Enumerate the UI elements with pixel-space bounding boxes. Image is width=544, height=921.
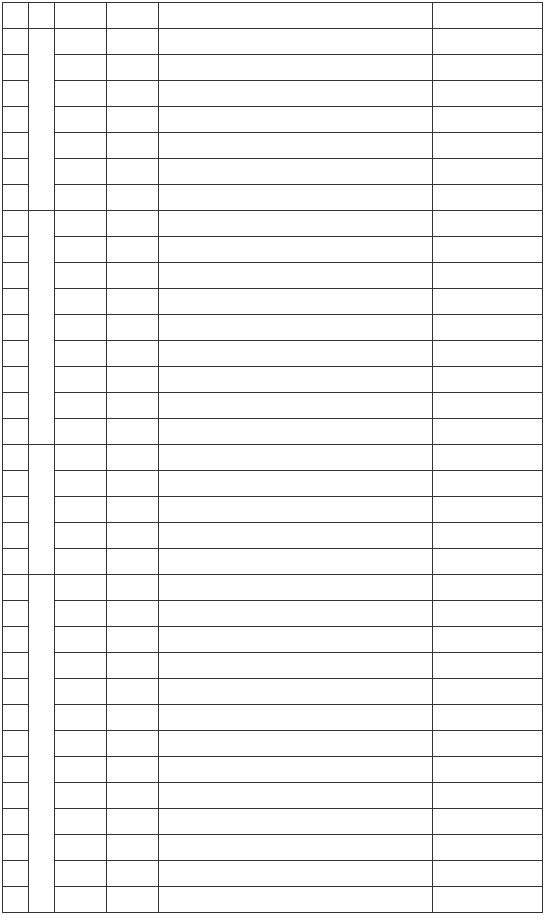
row-seq [3, 185, 29, 211]
row-applicant [107, 445, 159, 471]
row-project-code [433, 653, 543, 679]
table-row [3, 341, 543, 367]
row-department [55, 133, 107, 159]
table-row [3, 549, 543, 575]
row-seq [3, 55, 29, 81]
table-row [3, 601, 543, 627]
row-seq [3, 133, 29, 159]
row-department [55, 887, 107, 913]
row-applicant [107, 185, 159, 211]
row-project-code [433, 575, 543, 601]
row-department [55, 263, 107, 289]
project-list-table [2, 2, 543, 913]
row-applicant [107, 289, 159, 315]
row-department [55, 81, 107, 107]
row-department [55, 185, 107, 211]
row-project-code [433, 107, 543, 133]
row-department [55, 627, 107, 653]
row-project-name [159, 289, 433, 315]
row-project-name [159, 185, 433, 211]
row-applicant [107, 341, 159, 367]
table-row [3, 809, 543, 835]
row-project-code [433, 315, 543, 341]
row-seq [3, 445, 29, 471]
table-row [3, 497, 543, 523]
row-applicant [107, 627, 159, 653]
table-row [3, 627, 543, 653]
row-applicant [107, 575, 159, 601]
row-project-code [433, 263, 543, 289]
table-row [3, 159, 543, 185]
header-project-code [433, 3, 543, 29]
row-project-name [159, 367, 433, 393]
row-project-name [159, 471, 433, 497]
row-project-code [433, 55, 543, 81]
row-project-name [159, 653, 433, 679]
row-seq [3, 731, 29, 757]
category-cell [29, 575, 55, 913]
table-row [3, 835, 543, 861]
row-project-code [433, 29, 543, 55]
row-project-code [433, 497, 543, 523]
row-project-name [159, 81, 433, 107]
row-applicant [107, 237, 159, 263]
row-project-code [433, 289, 543, 315]
row-department [55, 419, 107, 445]
row-seq [3, 419, 29, 445]
table-row [3, 887, 543, 913]
table-row [3, 523, 543, 549]
row-project-code [433, 133, 543, 159]
row-project-name [159, 835, 433, 861]
row-department [55, 471, 107, 497]
row-department [55, 445, 107, 471]
row-department [55, 523, 107, 549]
row-department [55, 731, 107, 757]
table-row [3, 783, 543, 809]
row-department [55, 705, 107, 731]
row-department [55, 679, 107, 705]
row-project-code [433, 471, 543, 497]
table-row [3, 107, 543, 133]
row-seq [3, 601, 29, 627]
table-row [3, 445, 543, 471]
row-seq [3, 523, 29, 549]
row-applicant [107, 211, 159, 237]
row-project-code [433, 237, 543, 263]
row-seq [3, 211, 29, 237]
header-applicant [107, 3, 159, 29]
table-row [3, 133, 543, 159]
table-row [3, 731, 543, 757]
table-row [3, 29, 543, 55]
row-seq [3, 679, 29, 705]
row-seq [3, 367, 29, 393]
row-project-code [433, 549, 543, 575]
row-project-code [433, 835, 543, 861]
row-department [55, 497, 107, 523]
row-department [55, 29, 107, 55]
row-project-name [159, 445, 433, 471]
row-applicant [107, 497, 159, 523]
category-cell [29, 445, 55, 575]
row-applicant [107, 809, 159, 835]
row-project-code [433, 679, 543, 705]
row-seq [3, 471, 29, 497]
row-department [55, 341, 107, 367]
row-seq [3, 315, 29, 341]
table-row [3, 419, 543, 445]
row-applicant [107, 29, 159, 55]
row-project-code [433, 627, 543, 653]
row-project-code [433, 887, 543, 913]
row-project-code [433, 523, 543, 549]
table-row [3, 705, 543, 731]
row-project-code [433, 393, 543, 419]
header-row [3, 3, 543, 29]
row-seq [3, 809, 29, 835]
table-row [3, 81, 543, 107]
row-department [55, 107, 107, 133]
row-applicant [107, 705, 159, 731]
row-applicant [107, 81, 159, 107]
row-project-name [159, 601, 433, 627]
row-project-name [159, 497, 433, 523]
row-applicant [107, 263, 159, 289]
row-department [55, 211, 107, 237]
row-department [55, 653, 107, 679]
row-seq [3, 887, 29, 913]
row-department [55, 809, 107, 835]
table-row [3, 653, 543, 679]
row-seq [3, 627, 29, 653]
row-project-name [159, 523, 433, 549]
row-project-code [433, 159, 543, 185]
row-applicant [107, 861, 159, 887]
row-seq [3, 835, 29, 861]
row-department [55, 861, 107, 887]
row-department [55, 367, 107, 393]
row-project-code [433, 601, 543, 627]
table-row [3, 289, 543, 315]
row-seq [3, 393, 29, 419]
row-project-code [433, 445, 543, 471]
row-department [55, 159, 107, 185]
table-row [3, 211, 543, 237]
row-applicant [107, 471, 159, 497]
row-project-code [433, 861, 543, 887]
table-body [3, 29, 543, 913]
row-seq [3, 783, 29, 809]
row-seq [3, 575, 29, 601]
row-project-code [433, 757, 543, 783]
table-row [3, 471, 543, 497]
row-department [55, 757, 107, 783]
row-department [55, 601, 107, 627]
table-row [3, 237, 543, 263]
row-seq [3, 705, 29, 731]
row-project-name [159, 627, 433, 653]
row-seq [3, 237, 29, 263]
row-project-code [433, 419, 543, 445]
table-row [3, 367, 543, 393]
row-department [55, 549, 107, 575]
row-project-name [159, 237, 433, 263]
row-project-name [159, 341, 433, 367]
row-project-name [159, 419, 433, 445]
header-department [55, 3, 107, 29]
table-row [3, 757, 543, 783]
row-department [55, 315, 107, 341]
row-seq [3, 29, 29, 55]
row-applicant [107, 835, 159, 861]
row-applicant [107, 133, 159, 159]
row-department [55, 783, 107, 809]
row-department [55, 835, 107, 861]
row-project-name [159, 887, 433, 913]
row-applicant [107, 549, 159, 575]
row-department [55, 289, 107, 315]
row-project-name [159, 133, 433, 159]
row-project-code [433, 705, 543, 731]
row-project-name [159, 549, 433, 575]
row-project-name [159, 731, 433, 757]
row-applicant [107, 783, 159, 809]
category-cell [29, 211, 55, 445]
row-seq [3, 289, 29, 315]
row-project-name [159, 757, 433, 783]
row-project-name [159, 705, 433, 731]
row-project-code [433, 731, 543, 757]
row-applicant [107, 315, 159, 341]
row-seq [3, 757, 29, 783]
row-project-name [159, 809, 433, 835]
row-applicant [107, 419, 159, 445]
row-applicant [107, 55, 159, 81]
row-project-name [159, 29, 433, 55]
row-project-name [159, 211, 433, 237]
header-project-name [159, 3, 433, 29]
table-row [3, 185, 543, 211]
row-applicant [107, 523, 159, 549]
row-seq [3, 653, 29, 679]
row-seq [3, 81, 29, 107]
row-seq [3, 107, 29, 133]
row-department [55, 55, 107, 81]
table-row [3, 263, 543, 289]
table-row [3, 861, 543, 887]
row-applicant [107, 679, 159, 705]
row-project-name [159, 575, 433, 601]
row-applicant [107, 107, 159, 133]
row-project-code [433, 211, 543, 237]
table-row [3, 393, 543, 419]
row-applicant [107, 653, 159, 679]
row-applicant [107, 393, 159, 419]
row-project-code [433, 185, 543, 211]
row-seq [3, 341, 29, 367]
row-applicant [107, 601, 159, 627]
row-seq [3, 861, 29, 887]
row-applicant [107, 159, 159, 185]
row-project-name [159, 861, 433, 887]
row-applicant [107, 731, 159, 757]
header-category [29, 3, 55, 29]
row-applicant [107, 887, 159, 913]
row-applicant [107, 367, 159, 393]
row-project-name [159, 315, 433, 341]
row-project-code [433, 81, 543, 107]
row-project-code [433, 341, 543, 367]
row-project-code [433, 809, 543, 835]
row-department [55, 393, 107, 419]
table-row [3, 55, 543, 81]
row-department [55, 237, 107, 263]
row-project-name [159, 783, 433, 809]
row-project-name [159, 107, 433, 133]
row-applicant [107, 757, 159, 783]
row-project-name [159, 263, 433, 289]
row-seq [3, 549, 29, 575]
category-cell [29, 29, 55, 211]
table-header [3, 3, 543, 29]
row-department [55, 575, 107, 601]
table-row [3, 575, 543, 601]
row-seq [3, 497, 29, 523]
row-project-name [159, 679, 433, 705]
row-project-name [159, 393, 433, 419]
row-project-code [433, 367, 543, 393]
row-project-code [433, 783, 543, 809]
row-seq [3, 159, 29, 185]
table-row [3, 315, 543, 341]
table-row [3, 679, 543, 705]
row-seq [3, 263, 29, 289]
row-project-name [159, 159, 433, 185]
row-project-name [159, 55, 433, 81]
header-seq [3, 3, 29, 29]
